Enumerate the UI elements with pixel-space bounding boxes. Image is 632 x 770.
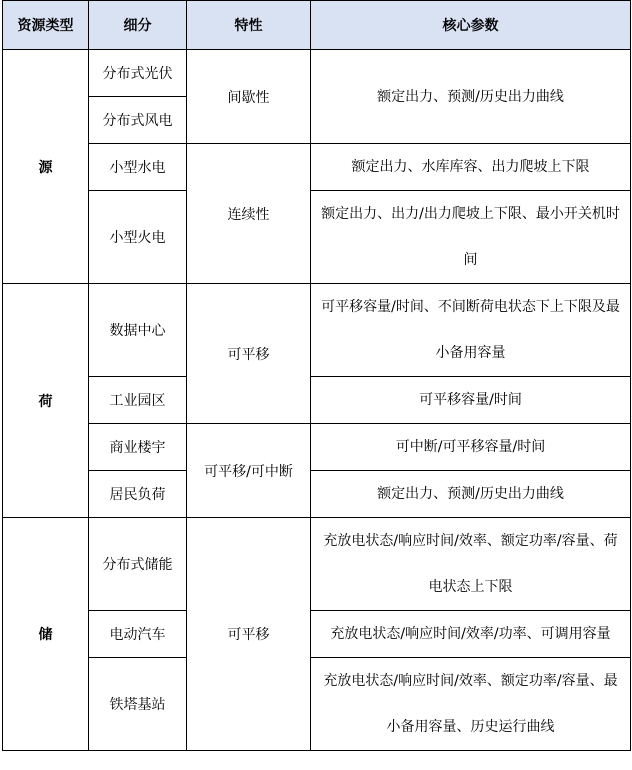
core-params-cell: 额定出力、水库库容、出力爬坡上下限 (311, 144, 631, 191)
header-core-params: 核心参数 (311, 1, 631, 50)
characteristic-cell: 可平移/可中断 (187, 424, 311, 518)
core-params-cell: 可中断/可平移容量/时间 (311, 424, 631, 471)
subcategory-cell: 铁塔基站 (89, 658, 187, 751)
core-params-cell: 额定出力、预测/历史出力曲线 (311, 50, 631, 144)
subcategory-cell: 分布式光伏 (89, 50, 187, 97)
header-characteristic: 特性 (187, 1, 311, 50)
resource-type-cell: 荷 (3, 284, 89, 518)
table-row (3, 144, 631, 191)
header-resource-type: 资源类型 (3, 1, 89, 50)
core-params-cell: 可平移容量/时间、不间断荷电状态下上下限及最小备用容量 (311, 284, 631, 377)
table-row (3, 518, 631, 611)
characteristic-cell: 可平移 (187, 284, 311, 424)
characteristic-cell: 间歇性 (187, 50, 311, 144)
subcategory-cell: 电动汽车 (89, 611, 187, 658)
table-row (3, 284, 631, 377)
core-params-cell: 额定出力、出力/出力爬坡上下限、最小开关机时间 (311, 191, 631, 284)
table-row (3, 471, 631, 518)
characteristic-cell: 连续性 (187, 144, 311, 284)
subcategory-cell: 小型水电 (89, 144, 187, 191)
core-params-cell: 充放电状态/响应时间/效率、额定功率/容量、最小备用容量、历史运行曲线 (311, 658, 631, 751)
table-row (3, 424, 631, 471)
core-params-cell: 可平移容量/时间 (311, 377, 631, 424)
table-row (3, 191, 631, 284)
core-params-cell: 充放电状态/响应时间/效率/功率、可调用容量 (311, 611, 631, 658)
header-subcategory: 细分 (89, 1, 187, 50)
resource-table (2, 0, 631, 751)
subcategory-cell: 分布式风电 (89, 97, 187, 144)
characteristic-cell: 可平移 (187, 518, 311, 751)
subcategory-cell: 工业园区 (89, 377, 187, 424)
subcategory-cell: 数据中心 (89, 284, 187, 377)
table-row (3, 611, 631, 658)
header-row (3, 1, 631, 50)
core-params-cell: 充放电状态/响应时间/效率、额定功率/容量、荷电状态上下限 (311, 518, 631, 611)
subcategory-cell: 分布式储能 (89, 518, 187, 611)
core-params-cell: 额定出力、预测/历史出力曲线 (311, 471, 631, 518)
table-row (3, 377, 631, 424)
subcategory-cell: 小型火电 (89, 191, 187, 284)
table-row (3, 50, 631, 97)
table-row (3, 658, 631, 751)
resource-type-cell: 源 (3, 50, 89, 284)
resource-type-cell: 储 (3, 518, 89, 751)
subcategory-cell: 商业楼宇 (89, 424, 187, 471)
subcategory-cell: 居民负荷 (89, 471, 187, 518)
